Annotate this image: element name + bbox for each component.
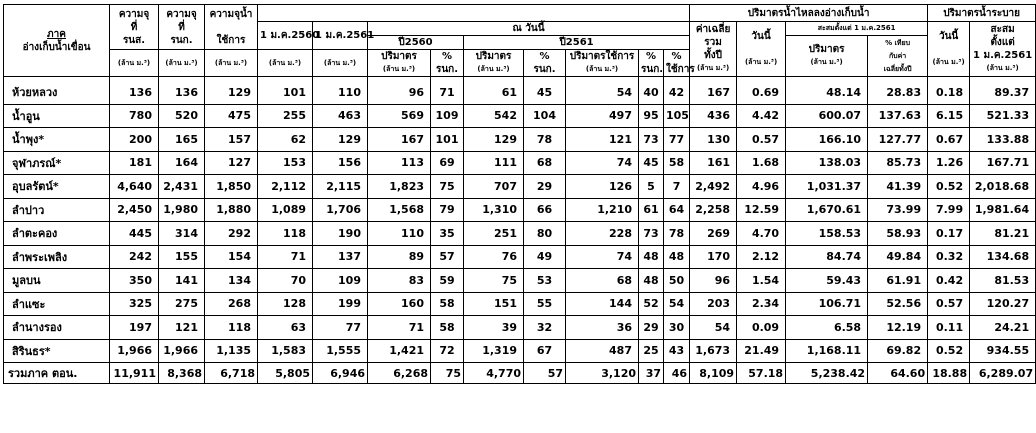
table-cell: 1,673 <box>690 339 737 363</box>
table-cell: 106.71 <box>786 292 868 316</box>
total-cell: 4,770 <box>464 363 524 384</box>
table-cell: 67 <box>524 339 566 363</box>
table-cell: 121 <box>566 128 639 152</box>
pct-2561-header: % รนก. <box>524 50 566 77</box>
table-cell: 80 <box>524 222 566 246</box>
table-cell: 0.42 <box>928 269 970 293</box>
table-cell: 73 <box>639 128 664 152</box>
reservoir-name: ลำแซะ <box>4 292 110 316</box>
year-2560-header: ปี2560 <box>368 36 464 50</box>
table-cell: 2,450 <box>110 198 159 222</box>
table-cell: 81.53 <box>970 269 1036 293</box>
release-today-header: วันนี้ (ล้าน ม.³) <box>928 22 970 77</box>
total-cell: 37 <box>639 363 664 384</box>
table-cell: 436 <box>690 104 737 128</box>
table-cell: 109 <box>313 269 368 293</box>
table-cell: 66 <box>524 198 566 222</box>
table-cell: 72 <box>431 339 464 363</box>
reservoir-name: ลำพระเพลิง <box>4 245 110 269</box>
table-cell: 190 <box>313 222 368 246</box>
table-cell: 445 <box>110 222 159 246</box>
table-cell: 45 <box>524 77 566 105</box>
table-row <box>4 269 1036 293</box>
table-cell: 73.99 <box>868 198 928 222</box>
table-cell: 292 <box>205 222 258 246</box>
unit-rnk: (ล้าน ม.³) <box>159 50 205 77</box>
as-of-today-header: ณ วันนี้ <box>368 22 690 36</box>
table-cell: 7 <box>664 175 690 199</box>
table-cell: 75 <box>431 175 464 199</box>
table-cell: 136 <box>110 77 159 105</box>
table-cell: 6.15 <box>928 104 970 128</box>
vol-2560-header: ปริมาตร (ล้าน ม.³) <box>368 50 431 77</box>
usable-vol-header: ปริมาตรใช้การ (ล้าน ม.³) <box>566 50 639 77</box>
table-cell: 110 <box>368 222 431 246</box>
year-2561-header: ปี2561 <box>464 36 690 50</box>
table-cell: 128 <box>258 292 313 316</box>
reservoir-name: มูลบน <box>4 269 110 293</box>
reservoir-name: น้ำอูน <box>4 104 110 128</box>
table-cell: 2,018.68 <box>970 175 1036 199</box>
table-cell: 101 <box>431 128 464 152</box>
table-cell: 1,850 <box>205 175 258 199</box>
reservoir-name: ลำปาว <box>4 198 110 222</box>
table-cell: 84.74 <box>786 245 868 269</box>
table-cell: 74 <box>566 245 639 269</box>
table-cell: 934.55 <box>970 339 1036 363</box>
pct-2560-header: % รนก. <box>431 50 464 77</box>
table-cell: 96 <box>368 77 431 105</box>
table-cell: 167.71 <box>970 151 1036 175</box>
table-cell: 63 <box>258 316 313 340</box>
table-cell: 1.54 <box>737 269 786 293</box>
table-cell: 2,112 <box>258 175 313 199</box>
table-cell: 54 <box>664 292 690 316</box>
table-cell: 110 <box>313 77 368 105</box>
table-cell: 74 <box>566 151 639 175</box>
capacity-rnk-header: ความจุ ที่ รนก. <box>159 5 205 50</box>
table-cell: 1,135 <box>205 339 258 363</box>
table-cell: 166.10 <box>786 128 868 152</box>
table-cell: 4.42 <box>737 104 786 128</box>
total-cell: 57 <box>524 363 566 384</box>
table-cell: 113 <box>368 151 431 175</box>
table-cell: 95 <box>639 104 664 128</box>
inflow-cum-volume-header: ปริมาตร (ล้าน ม.³) <box>786 36 868 77</box>
table-cell: 79 <box>431 198 464 222</box>
table-cell: 0.32 <box>928 245 970 269</box>
table-cell: 2,115 <box>313 175 368 199</box>
table-cell: 1,981.64 <box>970 198 1036 222</box>
table-cell: 121 <box>159 316 205 340</box>
table-cell: 1,880 <box>205 198 258 222</box>
table-cell: 0.69 <box>737 77 786 105</box>
table-cell: 5 <box>639 175 664 199</box>
jan2560-header: 1 ม.ค.2560 <box>258 22 313 50</box>
table-cell: 118 <box>205 316 258 340</box>
total-cell: 5,238.42 <box>786 363 868 384</box>
total-cell: 8,109 <box>690 363 737 384</box>
table-cell: 203 <box>690 292 737 316</box>
table-row <box>4 175 1036 199</box>
total-cell: 11,911 <box>110 363 159 384</box>
table-cell: 2,258 <box>690 198 737 222</box>
table-cell: 45 <box>639 151 664 175</box>
table-cell: 275 <box>159 292 205 316</box>
table-cell: 497 <box>566 104 639 128</box>
table-cell: 133.88 <box>970 128 1036 152</box>
table-cell: 161 <box>690 151 737 175</box>
table-cell: 76 <box>464 245 524 269</box>
table-cell: 2.12 <box>737 245 786 269</box>
table-cell: 325 <box>110 292 159 316</box>
table-cell: 0.52 <box>928 339 970 363</box>
annual-average-header: ค่าเฉลี่ย รวม ทั้งปี (ล้าน ม.³) <box>690 22 737 77</box>
table-cell: 0.17 <box>928 222 970 246</box>
table-cell: 138.03 <box>786 151 868 175</box>
table-cell: 52.56 <box>868 292 928 316</box>
table-cell: 21.49 <box>737 339 786 363</box>
table-cell: 61 <box>464 77 524 105</box>
table-cell: 0.11 <box>928 316 970 340</box>
inflow-cumulative-header: สะสมตั้งแต่ 1 ม.ค.2561 <box>786 22 928 36</box>
table-cell: 151 <box>464 292 524 316</box>
table-cell: 134 <box>205 269 258 293</box>
table-row <box>4 104 1036 128</box>
table-cell: 69.82 <box>868 339 928 363</box>
table-cell: 7.99 <box>928 198 970 222</box>
table-cell: 141 <box>159 269 205 293</box>
table-row <box>4 245 1036 269</box>
table-cell: 137 <box>313 245 368 269</box>
table-cell: 62 <box>258 128 313 152</box>
table-cell: 12.19 <box>868 316 928 340</box>
total-row <box>4 363 1036 384</box>
inflow-today-header: วันนี้ (ล้าน ม.³) <box>737 22 786 77</box>
unit-jan2560: (ล้าน ม.³) <box>258 50 313 77</box>
table-cell: 42 <box>664 77 690 105</box>
table-cell: 2,492 <box>690 175 737 199</box>
table-cell: 463 <box>313 104 368 128</box>
table-cell: 268 <box>205 292 258 316</box>
table-row <box>4 151 1036 175</box>
reservoir-name: จุฬาภรณ์* <box>4 151 110 175</box>
table-cell: 127.77 <box>868 128 928 152</box>
table-cell: 4.96 <box>737 175 786 199</box>
table-cell: 29 <box>524 175 566 199</box>
table-cell: 129 <box>464 128 524 152</box>
table-cell: 39 <box>464 316 524 340</box>
table-cell: 0.57 <box>737 128 786 152</box>
table-cell: 68 <box>566 269 639 293</box>
table-cell: 251 <box>464 222 524 246</box>
table-cell: 0.18 <box>928 77 970 105</box>
table-cell: 181 <box>110 151 159 175</box>
table-cell: 242 <box>110 245 159 269</box>
table-row <box>4 77 1036 105</box>
table-cell: 126 <box>566 175 639 199</box>
table-cell: 52 <box>639 292 664 316</box>
table-cell: 1,568 <box>368 198 431 222</box>
reservoir-name: สิรินธร* <box>4 339 110 363</box>
table-cell: 134.68 <box>970 245 1036 269</box>
table-cell: 154 <box>205 245 258 269</box>
table-cell: 136 <box>159 77 205 105</box>
table-cell: 197 <box>110 316 159 340</box>
table-cell: 1,168.11 <box>786 339 868 363</box>
total-cell: 57.18 <box>737 363 786 384</box>
table-cell: 64 <box>664 198 690 222</box>
table-cell: 0.09 <box>737 316 786 340</box>
total-cell: 6,289.07 <box>970 363 1036 384</box>
table-cell: 1,210 <box>566 198 639 222</box>
table-cell: 2.34 <box>737 292 786 316</box>
table-cell: 1,583 <box>258 339 313 363</box>
table-cell: 78 <box>524 128 566 152</box>
table-cell: 81.21 <box>970 222 1036 246</box>
table-cell: 6.58 <box>786 316 868 340</box>
release-cumulative-header: สะสม ตั้งแต่ 1 ม.ค.2561 (ล้าน ม.³) <box>970 22 1036 77</box>
table-cell: 48 <box>639 269 664 293</box>
table-cell: 1,319 <box>464 339 524 363</box>
table-cell: 2,431 <box>159 175 205 199</box>
table-row <box>4 222 1036 246</box>
table-cell: 58 <box>431 316 464 340</box>
jan2561-header: 1 ม.ค.2561 <box>313 22 368 50</box>
table-header <box>4 5 1036 77</box>
table-cell: 48.14 <box>786 77 868 105</box>
total-cell: 8,368 <box>159 363 205 384</box>
table-cell: 542 <box>464 104 524 128</box>
table-cell: 120.27 <box>970 292 1036 316</box>
table-cell: 167 <box>368 128 431 152</box>
table-cell: 1,089 <box>258 198 313 222</box>
reservoir-name: ลำนางรอง <box>4 316 110 340</box>
table-cell: 41.39 <box>868 175 928 199</box>
table-cell: 89 <box>368 245 431 269</box>
table-cell: 164 <box>159 151 205 175</box>
table-cell: 36 <box>566 316 639 340</box>
table-cell: 29 <box>639 316 664 340</box>
total-cell: 75 <box>431 363 464 384</box>
table-cell: 521.33 <box>970 104 1036 128</box>
region-header: ภาค อ่างเก็บน้ำเขื่อน <box>4 5 110 77</box>
table-cell: 158.53 <box>786 222 868 246</box>
table-cell: 49.84 <box>868 245 928 269</box>
table-row <box>4 339 1036 363</box>
table-cell: 71 <box>431 77 464 105</box>
table-cell: 1,310 <box>464 198 524 222</box>
total-label: รวมภาค ตอน. <box>4 363 110 384</box>
table-cell: 59.43 <box>786 269 868 293</box>
table-cell: 73 <box>639 222 664 246</box>
reservoir-name: อุบลรัตน์* <box>4 175 110 199</box>
vol-2561-header: ปริมาตร (ล้าน ม.³) <box>464 50 524 77</box>
table-cell: 1,421 <box>368 339 431 363</box>
unit-rns: (ล้าน ม.³) <box>110 50 159 77</box>
table-cell: 487 <box>566 339 639 363</box>
table-cell: 25 <box>639 339 664 363</box>
total-cell: 18.88 <box>928 363 970 384</box>
table-cell: 269 <box>690 222 737 246</box>
table-cell: 0.52 <box>928 175 970 199</box>
table-cell: 54 <box>690 316 737 340</box>
table-cell: 167 <box>690 77 737 105</box>
table-cell: 0.67 <box>928 128 970 152</box>
table-cell: 129 <box>205 77 258 105</box>
table-cell: 600.07 <box>786 104 868 128</box>
table-cell: 58.93 <box>868 222 928 246</box>
table-cell: 1,670.61 <box>786 198 868 222</box>
table-row <box>4 128 1036 152</box>
table-cell: 35 <box>431 222 464 246</box>
table-cell: 48 <box>639 245 664 269</box>
table-cell: 144 <box>566 292 639 316</box>
table-cell: 228 <box>566 222 639 246</box>
table-cell: 71 <box>258 245 313 269</box>
table-cell: 75 <box>464 269 524 293</box>
table-cell: 1,031.37 <box>786 175 868 199</box>
inflow-group-header: ปริมาตรน้ำไหลลงอ่างเก็บน้ำ <box>690 5 928 22</box>
table-cell: 49 <box>524 245 566 269</box>
table-cell: 165 <box>159 128 205 152</box>
table-cell: 1,555 <box>313 339 368 363</box>
table-cell: 78 <box>664 222 690 246</box>
reservoir-name: ห้วยหลวง <box>4 77 110 105</box>
table-cell: 1,966 <box>110 339 159 363</box>
table-cell: 130 <box>690 128 737 152</box>
table-cell: 70 <box>258 269 313 293</box>
table-cell: 118 <box>258 222 313 246</box>
table-cell: 170 <box>690 245 737 269</box>
table-cell: 129 <box>313 128 368 152</box>
table-cell: 85.73 <box>868 151 928 175</box>
table-cell: 43 <box>664 339 690 363</box>
table-cell: 569 <box>368 104 431 128</box>
table-cell: 71 <box>368 316 431 340</box>
table-row <box>4 198 1036 222</box>
table-cell: 54 <box>566 77 639 105</box>
total-cell: 64.60 <box>868 363 928 384</box>
storage-group-header <box>258 5 690 22</box>
table-cell: 58 <box>664 151 690 175</box>
table-cell: 83 <box>368 269 431 293</box>
table-cell: 1,980 <box>159 198 205 222</box>
table-cell: 200 <box>110 128 159 152</box>
table-cell: 111 <box>464 151 524 175</box>
release-group-header: ปริมาตรน้ำระบาย <box>928 5 1036 22</box>
table-cell: 1,706 <box>313 198 368 222</box>
table-cell: 109 <box>431 104 464 128</box>
table-cell: 4,640 <box>110 175 159 199</box>
table-cell: 1,823 <box>368 175 431 199</box>
total-cell: 46 <box>664 363 690 384</box>
unit-jan2561: (ล้าน ม.³) <box>313 50 368 77</box>
pct-usable-header: % ใช้การ <box>664 50 690 77</box>
reservoir-name: น้ำพุง* <box>4 128 110 152</box>
table-cell: 96 <box>690 269 737 293</box>
table-cell: 59 <box>431 269 464 293</box>
table-cell: 28.83 <box>868 77 928 105</box>
table-cell: 40 <box>639 77 664 105</box>
total-cell: 6,268 <box>368 363 431 384</box>
usable-capacity-header: ความจุน้ำ ใช้การ <box>205 5 258 50</box>
table-cell: 50 <box>664 269 690 293</box>
table-cell: 157 <box>205 128 258 152</box>
table-cell: 160 <box>368 292 431 316</box>
total-cell: 3,120 <box>566 363 639 384</box>
total-cell: 6,718 <box>205 363 258 384</box>
table-cell: 55 <box>524 292 566 316</box>
table-cell: 89.37 <box>970 77 1036 105</box>
table-cell: 156 <box>313 151 368 175</box>
table-cell: 255 <box>258 104 313 128</box>
reservoir-table <box>3 4 1036 384</box>
table-cell: 1,966 <box>159 339 205 363</box>
table-cell: 32 <box>524 316 566 340</box>
table-cell: 69 <box>431 151 464 175</box>
table-cell: 57 <box>431 245 464 269</box>
reservoir-name: ลำตะคอง <box>4 222 110 246</box>
table-cell: 77 <box>313 316 368 340</box>
total-cell: 6,946 <box>313 363 368 384</box>
table-cell: 101 <box>258 77 313 105</box>
table-cell: 314 <box>159 222 205 246</box>
table-cell: 475 <box>205 104 258 128</box>
table-cell: 24.21 <box>970 316 1036 340</box>
table-cell: 155 <box>159 245 205 269</box>
table-cell: 199 <box>313 292 368 316</box>
unit-usable: (ล้าน ม.³) <box>205 50 258 77</box>
table-cell: 53 <box>524 269 566 293</box>
table-cell: 520 <box>159 104 205 128</box>
table-row <box>4 292 1036 316</box>
inflow-vs-average-header: % เทียบ กับค่า เฉลี่ยทั้งปี <box>868 36 928 77</box>
table-cell: 1.68 <box>737 151 786 175</box>
table-body <box>4 77 1036 363</box>
table-cell: 58 <box>431 292 464 316</box>
table-cell: 127 <box>205 151 258 175</box>
table-cell: 707 <box>464 175 524 199</box>
table-cell: 105 <box>664 104 690 128</box>
capacity-rns-header: ความจุ ที่ รนส. <box>110 5 159 50</box>
table-cell: 30 <box>664 316 690 340</box>
table-cell: 61 <box>639 198 664 222</box>
table-cell: 0.57 <box>928 292 970 316</box>
table-cell: 68 <box>524 151 566 175</box>
table-cell: 137.63 <box>868 104 928 128</box>
table-cell: 61.91 <box>868 269 928 293</box>
table-cell: 77 <box>664 128 690 152</box>
pct-rnk-header: % รนก. <box>639 50 664 77</box>
table-cell: 104 <box>524 104 566 128</box>
table-cell: 350 <box>110 269 159 293</box>
table-cell: 48 <box>664 245 690 269</box>
table-cell: 1.26 <box>928 151 970 175</box>
total-cell: 5,805 <box>258 363 313 384</box>
table-cell: 153 <box>258 151 313 175</box>
table-cell: 12.59 <box>737 198 786 222</box>
table-cell: 4.70 <box>737 222 786 246</box>
table-cell: 780 <box>110 104 159 128</box>
table-row <box>4 316 1036 340</box>
